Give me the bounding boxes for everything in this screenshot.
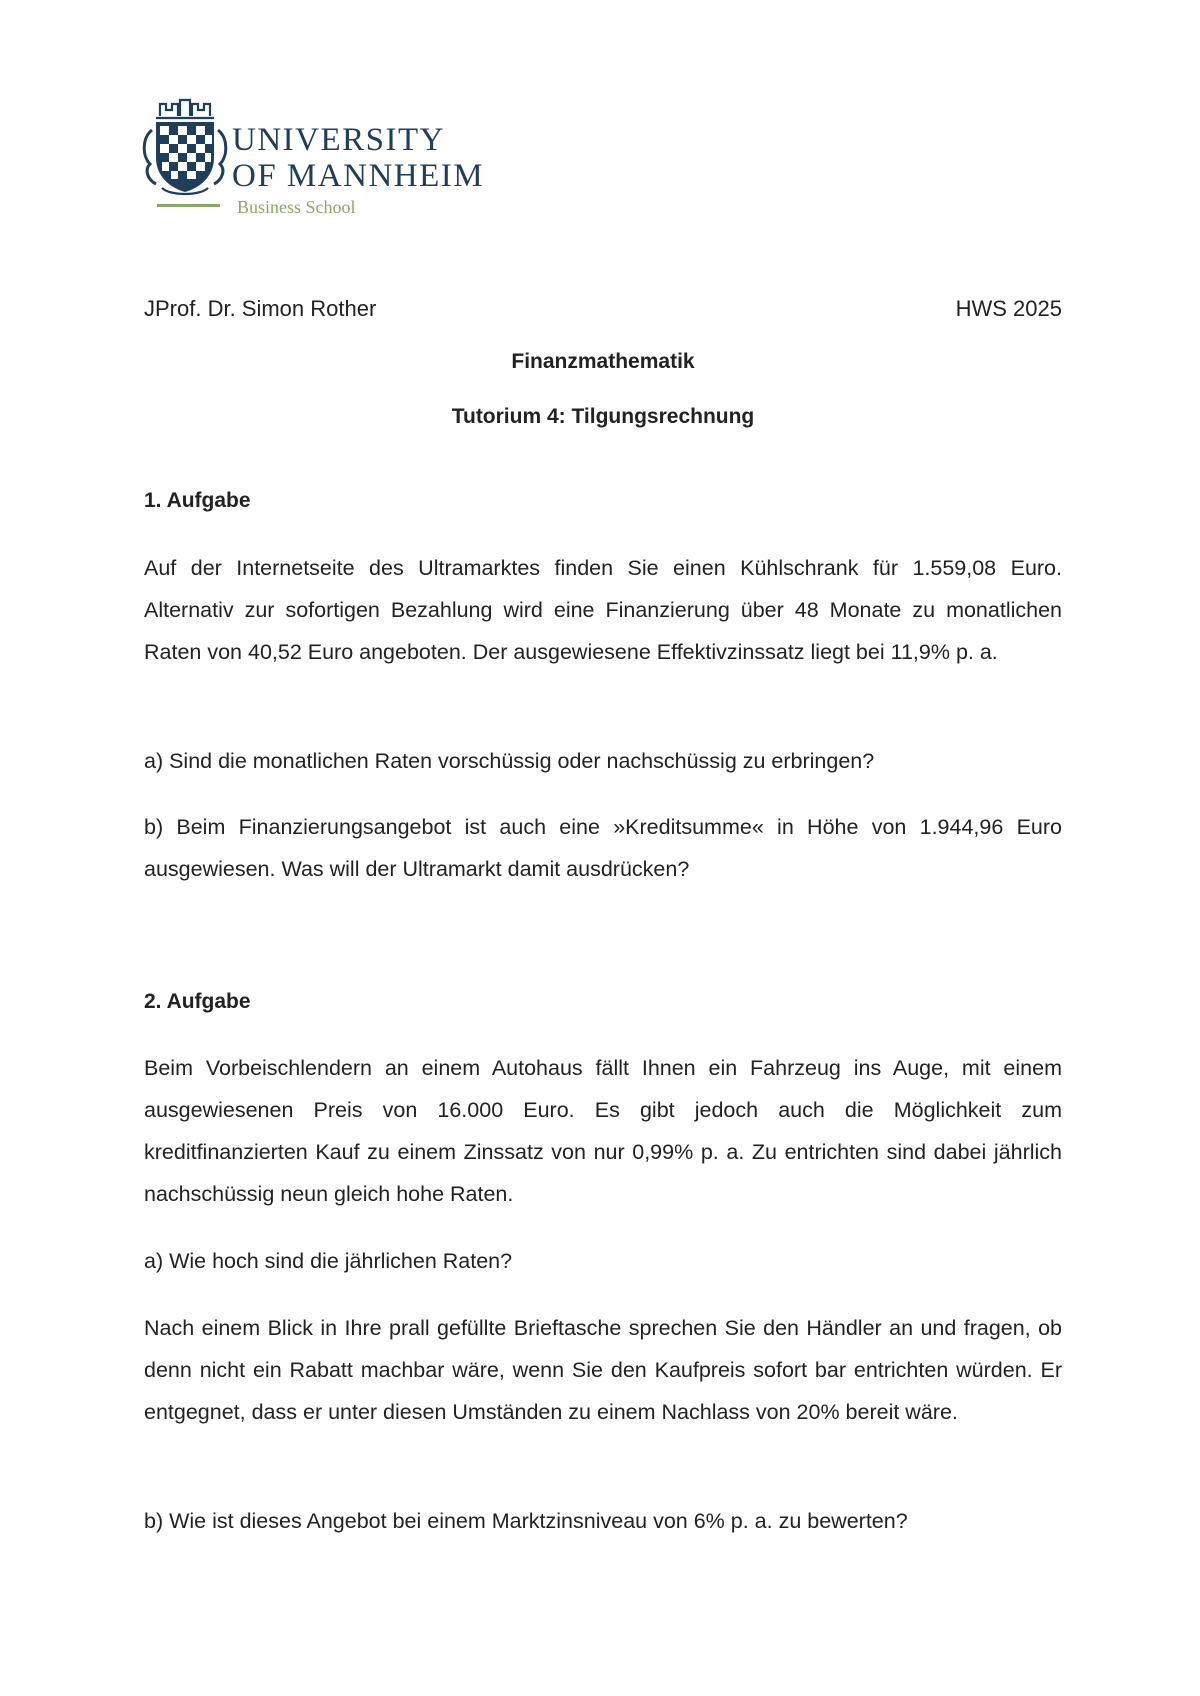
- document-header: [144, 296, 1062, 326]
- task-2-heading: 2. Aufgabe: [144, 990, 251, 1013]
- logo-subtitle: Business School: [237, 197, 356, 217]
- task-2-intro: Beim Vorbeischlendern an einem Autohaus fällt Ihnen ein Fahrzeug ins Auge, mit einem ausgewiesenen Preis von 16.000 Euro. Es gibt jedoch auch die Möglichkeit zum kreditfinanzierten Kauf zu einem Zinssatz von nur 0,99% p. a. Zu entrichten sind dabei jährlich nachschüssig neun gleich hohe Raten.: [144, 1056, 1062, 1206]
- semester-label: HWS 2025: [955, 296, 1062, 321]
- task-2-question-b: b) Wie ist dieses Angebot bei einem Marktzinsniveau von 6% p. a. zu bewerten?: [144, 1509, 908, 1533]
- task-2-middle: Nach einem Blick in Ihre prall gefüllte Brieftasche sprechen Sie den Händler an und fragen, ob denn nicht ein Rabatt machbar wäre, wenn Sie den Kaufpreis sofort bar entrichten würden. Er entgegnet, dass er unter diesen Umständen zu einem Nachlass von 20% bereit wäre.: [144, 1316, 1062, 1424]
- logo-line-university: UNIVERSITY: [232, 122, 445, 158]
- author-name: JProf. Dr. Simon Rother: [144, 296, 377, 321]
- course-title: Finanzmathematik: [511, 350, 695, 373]
- university-logo: [140, 98, 540, 218]
- task-1-question-a: a) Sind die monatlichen Raten vorschüssig oder nachschüssig zu erbringen?: [144, 749, 875, 773]
- task-2-question-a: a) Wie hoch sind die jährlichen Raten?: [144, 1249, 513, 1273]
- task-1-question-b: b) Beim Finanzierungsangebot ist auch eine »Kreditsumme« in Höhe von 1.944,96 Euro ausgewiesen. Was will der Ultramarkt damit ausdrücken?: [144, 815, 1062, 881]
- tutorial-title: Tutorium 4: Tilgungsrechnung: [451, 405, 755, 428]
- logo-accent-bar: [157, 204, 220, 207]
- logo-line-mannheim: OF MANNHEIM: [232, 158, 485, 194]
- task-1-heading: 1. Aufgabe: [144, 489, 251, 512]
- task-1-intro: Auf der Internetseite des Ultramarktes finden Sie einen Kühlschrank für 1.559,08 Euro. Alternativ zur sofortigen Bezahlung wird eine Finanzierung über 48 Monate zu monatlichen Raten von 40,52 Euro angeboten. Der ausgewiesene Effektivzinssatz liegt bei 11,9% p. a.: [144, 556, 1062, 664]
- logo-wordmark: [232, 124, 484, 216]
- university-crest-icon: [140, 98, 230, 213]
